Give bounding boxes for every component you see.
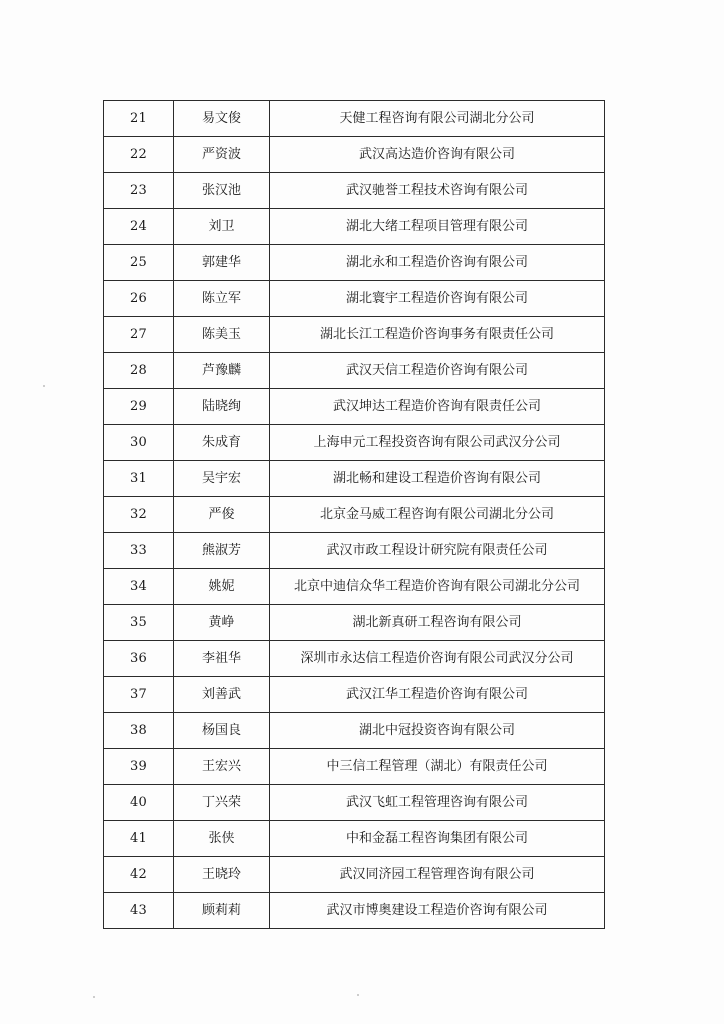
person-name: 李祖华 [174, 641, 270, 677]
table-row [104, 857, 605, 893]
table-row [104, 785, 605, 821]
person-name: 吴宇宏 [174, 461, 270, 497]
person-name: 陈美玉 [174, 317, 270, 353]
organization-name: 湖北大绪工程项目管理有限公司 [270, 209, 605, 245]
organization-name: 武汉坤达工程造价咨询有限责任公司 [270, 389, 605, 425]
organization-name: 中三信工程管理（湖北）有限责任公司 [270, 749, 605, 785]
table-row [104, 209, 605, 245]
organization-name: 武汉市博奥建设工程造价咨询有限公司 [270, 893, 605, 929]
person-name: 黄峥 [174, 605, 270, 641]
table-row [104, 569, 605, 605]
table-row [104, 713, 605, 749]
person-name: 郭建华 [174, 245, 270, 281]
table-row [104, 173, 605, 209]
row-number: 37 [104, 677, 174, 713]
organization-name: 北京中迪信众华工程造价咨询有限公司湖北分公司 [270, 569, 605, 605]
row-number: 32 [104, 497, 174, 533]
row-number: 24 [104, 209, 174, 245]
organization-name: 湖北畅和建设工程造价咨询有限公司 [270, 461, 605, 497]
organization-name: 深圳市永达信工程造价咨询有限公司武汉分公司 [270, 641, 605, 677]
row-number: 30 [104, 425, 174, 461]
row-number: 40 [104, 785, 174, 821]
row-number: 22 [104, 137, 174, 173]
person-name: 严俊 [174, 497, 270, 533]
person-name: 刘善武 [174, 677, 270, 713]
person-name: 王宏兴 [174, 749, 270, 785]
table-row [104, 281, 605, 317]
row-number: 43 [104, 893, 174, 929]
table-row [104, 137, 605, 173]
table-row [104, 101, 605, 137]
personnel-table-body [104, 101, 605, 929]
person-name: 姚妮 [174, 569, 270, 605]
person-name: 陆晓绚 [174, 389, 270, 425]
person-name: 张侠 [174, 821, 270, 857]
table-row [104, 533, 605, 569]
organization-name: 武汉高达造价咨询有限公司 [270, 137, 605, 173]
organization-name: 武汉市政工程设计研究院有限责任公司 [270, 533, 605, 569]
organization-name: 湖北长江工程造价咨询事务有限责任公司 [270, 317, 605, 353]
table-row [104, 821, 605, 857]
table-row [104, 389, 605, 425]
row-number: 25 [104, 245, 174, 281]
person-name: 陈立军 [174, 281, 270, 317]
row-number: 39 [104, 749, 174, 785]
organization-name: 天健工程咨询有限公司湖北分公司 [270, 101, 605, 137]
person-name: 丁兴荣 [174, 785, 270, 821]
table-row [104, 353, 605, 389]
table-row [104, 461, 605, 497]
person-name: 王晓玲 [174, 857, 270, 893]
organization-name: 湖北中冠投资咨询有限公司 [270, 713, 605, 749]
person-name: 朱成育 [174, 425, 270, 461]
table-row [104, 245, 605, 281]
organization-name: 武汉驰誉工程技术咨询有限公司 [270, 173, 605, 209]
person-name: 杨国良 [174, 713, 270, 749]
row-number: 28 [104, 353, 174, 389]
row-number: 38 [104, 713, 174, 749]
scan-speck [357, 994, 359, 996]
row-number: 34 [104, 569, 174, 605]
organization-name: 湖北永和工程造价咨询有限公司 [270, 245, 605, 281]
person-name: 芦豫麟 [174, 353, 270, 389]
organization-name: 武汉江华工程造价咨询有限公司 [270, 677, 605, 713]
table-row [104, 425, 605, 461]
table-row [104, 641, 605, 677]
organization-name: 湖北新真研工程咨询有限公司 [270, 605, 605, 641]
organization-name: 北京金马威工程咨询有限公司湖北分公司 [270, 497, 605, 533]
row-number: 23 [104, 173, 174, 209]
person-name: 严资波 [174, 137, 270, 173]
organization-name: 上海申元工程投资咨询有限公司武汉分公司 [270, 425, 605, 461]
scan-speck [43, 385, 45, 387]
person-name: 张汉池 [174, 173, 270, 209]
organization-name: 武汉飞虹工程管理咨询有限公司 [270, 785, 605, 821]
row-number: 27 [104, 317, 174, 353]
row-number: 41 [104, 821, 174, 857]
scan-speck [93, 996, 95, 998]
row-number: 42 [104, 857, 174, 893]
row-number: 31 [104, 461, 174, 497]
organization-name: 湖北寰宇工程造价咨询有限公司 [270, 281, 605, 317]
table-row [104, 605, 605, 641]
organization-name: 武汉天信工程造价咨询有限公司 [270, 353, 605, 389]
row-number: 29 [104, 389, 174, 425]
personnel-table [103, 100, 605, 929]
row-number: 35 [104, 605, 174, 641]
person-name: 易文俊 [174, 101, 270, 137]
table-row [104, 893, 605, 929]
table-row [104, 497, 605, 533]
row-number: 26 [104, 281, 174, 317]
person-name: 顾莉莉 [174, 893, 270, 929]
organization-name: 中和金磊工程咨询集团有限公司 [270, 821, 605, 857]
organization-name: 武汉同济园工程管理咨询有限公司 [270, 857, 605, 893]
row-number: 21 [104, 101, 174, 137]
person-name: 熊淑芳 [174, 533, 270, 569]
person-name: 刘卫 [174, 209, 270, 245]
table-row [104, 317, 605, 353]
table-row [104, 677, 605, 713]
row-number: 36 [104, 641, 174, 677]
table-row [104, 749, 605, 785]
row-number: 33 [104, 533, 174, 569]
